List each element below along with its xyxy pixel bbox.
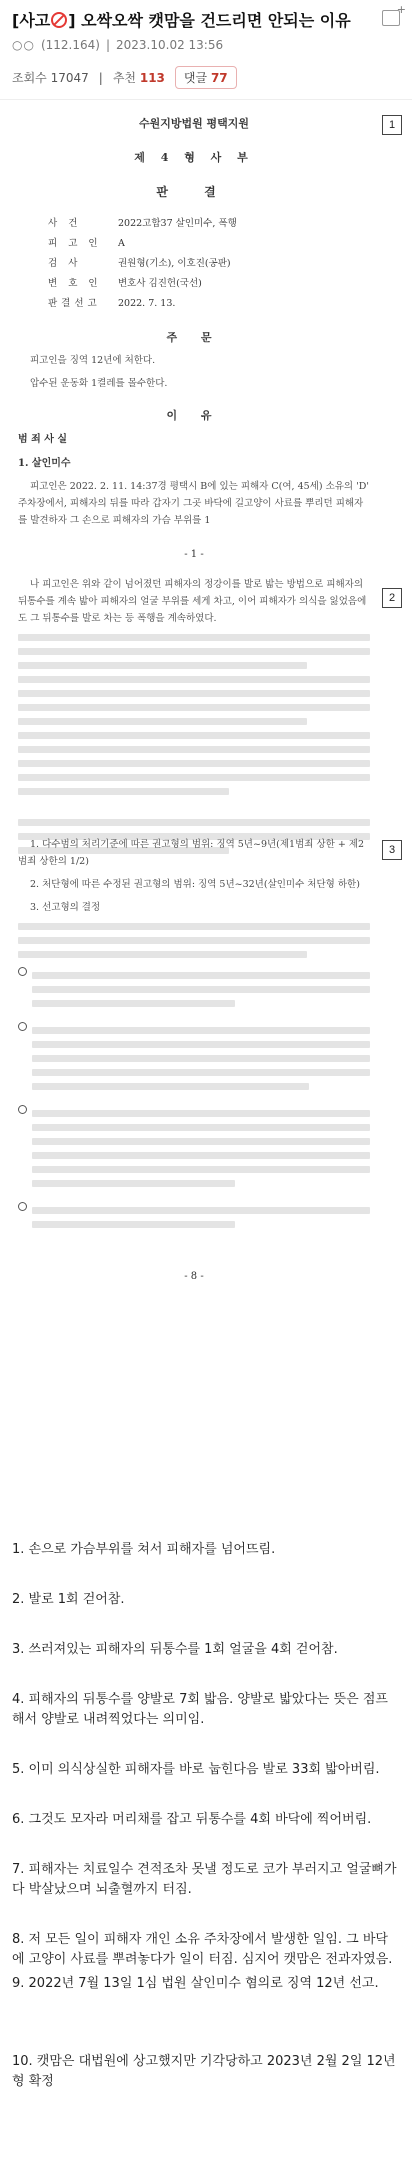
list-item: 10. 캣맘은 대법원에 상고했지만 기각당하고 2023년 2월 2일 12년형 확정 bbox=[12, 2054, 396, 2089]
circle-bullet-icon bbox=[18, 1105, 27, 1114]
text-line bbox=[18, 923, 370, 930]
page-badge-2: 2 bbox=[382, 588, 402, 608]
case-info: 사 건 2022고합37 살인미수, 폭행 피 고 인 A 검 사 권원형(기소), 이호진(공판) 변 호 인 변호사 김진헌(국선) 판결선고 2022. 7. 13. bbox=[48, 218, 237, 309]
page-badge-3: 3 bbox=[382, 840, 402, 860]
judgment-page-1 bbox=[18, 110, 370, 563]
bullet-row bbox=[18, 1103, 370, 1194]
text-line bbox=[18, 704, 370, 711]
views-stat: 조회수 17047 bbox=[12, 71, 89, 85]
divider: | bbox=[105, 38, 110, 52]
page2-text: 나 피고인은 위와 같이 넘어졌던 피해자의 정강이를 발로 밟는 방법으로 피해자의 뒤통수를 계속 밟아 피해자의 얼굴 부위를 세게 차고, 이어 피해자가 의식을 잃었음에도 그 뒤통수를 발로 차는 등 폭행을 계속하였다. bbox=[18, 579, 367, 624]
list-item: 9. 2022년 7월 13일 1심 법원 살인미수 혐의로 징역 12년 선고. bbox=[12, 1976, 379, 1991]
text-line bbox=[18, 676, 370, 683]
text-line bbox=[18, 648, 370, 655]
text-line bbox=[18, 937, 370, 944]
text-line bbox=[18, 774, 370, 781]
text-line bbox=[18, 760, 370, 767]
order-line: 피고인을 징역 12년에 처한다. bbox=[30, 355, 156, 366]
text-line bbox=[18, 746, 370, 753]
judgment-page-3 bbox=[18, 830, 370, 1285]
author-ip: (112.164) bbox=[40, 38, 100, 52]
court-division: 제 4 형 사 부 bbox=[134, 151, 254, 164]
text-line bbox=[18, 951, 307, 958]
page-badge-1: 1 bbox=[382, 115, 402, 135]
text-line bbox=[18, 788, 229, 795]
circle-bullet-icon bbox=[18, 1202, 27, 1211]
bullet-row bbox=[18, 965, 370, 1014]
circle-bullet-icon bbox=[18, 967, 27, 976]
text-line bbox=[18, 732, 370, 739]
list-item: 4. 피해자의 뒤통수를 양발로 7회 밟음. 양발로 밟았다는 뜻은 점프해서 양발로 내려찍었다는 의미임. bbox=[12, 1692, 388, 1727]
guideline-line: 1. 다수범의 처리기준에 따른 권고형의 범위: 징역 5년~9년(제1범죄 상한 + 제2범죄 상한의 1/2) bbox=[18, 839, 365, 867]
author-line bbox=[12, 38, 400, 52]
guideline-line: 2. 처단형에 따른 수정된 권고형의 범위: 징역 5년~32년(살인미수 처단형 하한) bbox=[30, 879, 360, 890]
order-line: 압수된 운동화 1켤레를 몰수한다. bbox=[30, 378, 168, 389]
prohibited-icon bbox=[51, 12, 67, 28]
judgment-page-2 bbox=[18, 570, 370, 861]
recommend-stat: 추천 113 bbox=[112, 71, 165, 85]
list-item: 3. 쓰러져있는 피해자의 뒤통수를 1회 얼굴을 4회 걷어참. bbox=[12, 1642, 338, 1657]
post-stats bbox=[0, 58, 412, 100]
list-item: 1. 손으로 가슴부위를 쳐서 피해자를 넘어뜨림. bbox=[12, 1542, 276, 1557]
divider: | bbox=[98, 70, 103, 85]
order-heading: 주 문 bbox=[166, 331, 222, 344]
text-line bbox=[18, 718, 307, 725]
reason-heading: 이 유 bbox=[166, 409, 222, 422]
list-item: 5. 이미 의식상실한 피해자를 바로 눕힌다음 발로 33회 밟아버림. bbox=[12, 1762, 380, 1777]
list-item: 8. 저 모든 일이 피해자 개인 소유 주차장에서 발생한 일임. 그 바닥에 고양이 사료를 뿌려놓다가 일이 터짐. 심지어 캣맘은 전과자였음. bbox=[12, 1932, 393, 1967]
author-name[interactable]: ○○ bbox=[12, 38, 35, 52]
summary-list bbox=[0, 1470, 412, 2152]
guideline-line: 3. 선고형의 결정 bbox=[30, 902, 101, 913]
post-date: 2023.10.02 13:56 bbox=[116, 38, 224, 52]
post-header bbox=[0, 0, 412, 58]
post-title: [사고 ] 오싹오싹 캣맘을 건드리면 안되는 이유 bbox=[12, 11, 351, 30]
list-item: 6. 그것도 모자라 머리채를 잡고 뒤통수를 4회 바닥에 찍어버림. bbox=[12, 1812, 372, 1827]
list-item: 7. 피해자는 치료일수 견적조차 못낼 정도로 코가 부러지고 얼굴뼈가 다 박살났으며 뇌출혈까지 터짐. bbox=[12, 1862, 397, 1897]
bullet-row bbox=[18, 1020, 370, 1097]
page-number: - 1 - bbox=[184, 549, 204, 560]
crime-heading: 1. 살인미수 bbox=[18, 458, 71, 469]
comments-button[interactable]: 댓글 77 bbox=[175, 66, 237, 89]
text-line bbox=[18, 662, 307, 669]
facts-heading: 범 죄 사 실 bbox=[18, 434, 68, 445]
page-number: - 8 - bbox=[184, 1271, 204, 1282]
court-name: 수원지방법원 평택지원 bbox=[138, 117, 250, 130]
add-folder-icon[interactable] bbox=[382, 10, 400, 26]
text-line bbox=[18, 819, 370, 826]
bullet-row bbox=[18, 1200, 370, 1235]
verdict-title: 판 결 bbox=[156, 185, 232, 199]
crime-text: 피고인은 2022. 2. 11. 14:37경 평택시 B에 있는 피해자 C(여, 45세) 소유의 'D' 주차장에서, 피해자의 뒤를 따라 갑자기 그곳 바닥에 길고양이 사료를 뿌리던 피해자를 발견하자 그 손으로 피해자의 가슴 부위를 1 bbox=[18, 481, 369, 526]
list-item: 2. 발로 1회 걷어참. bbox=[12, 1592, 125, 1607]
text-line bbox=[18, 690, 370, 697]
circle-bullet-icon bbox=[18, 1022, 27, 1031]
judgment-image bbox=[0, 110, 412, 1470]
text-line bbox=[18, 634, 370, 641]
